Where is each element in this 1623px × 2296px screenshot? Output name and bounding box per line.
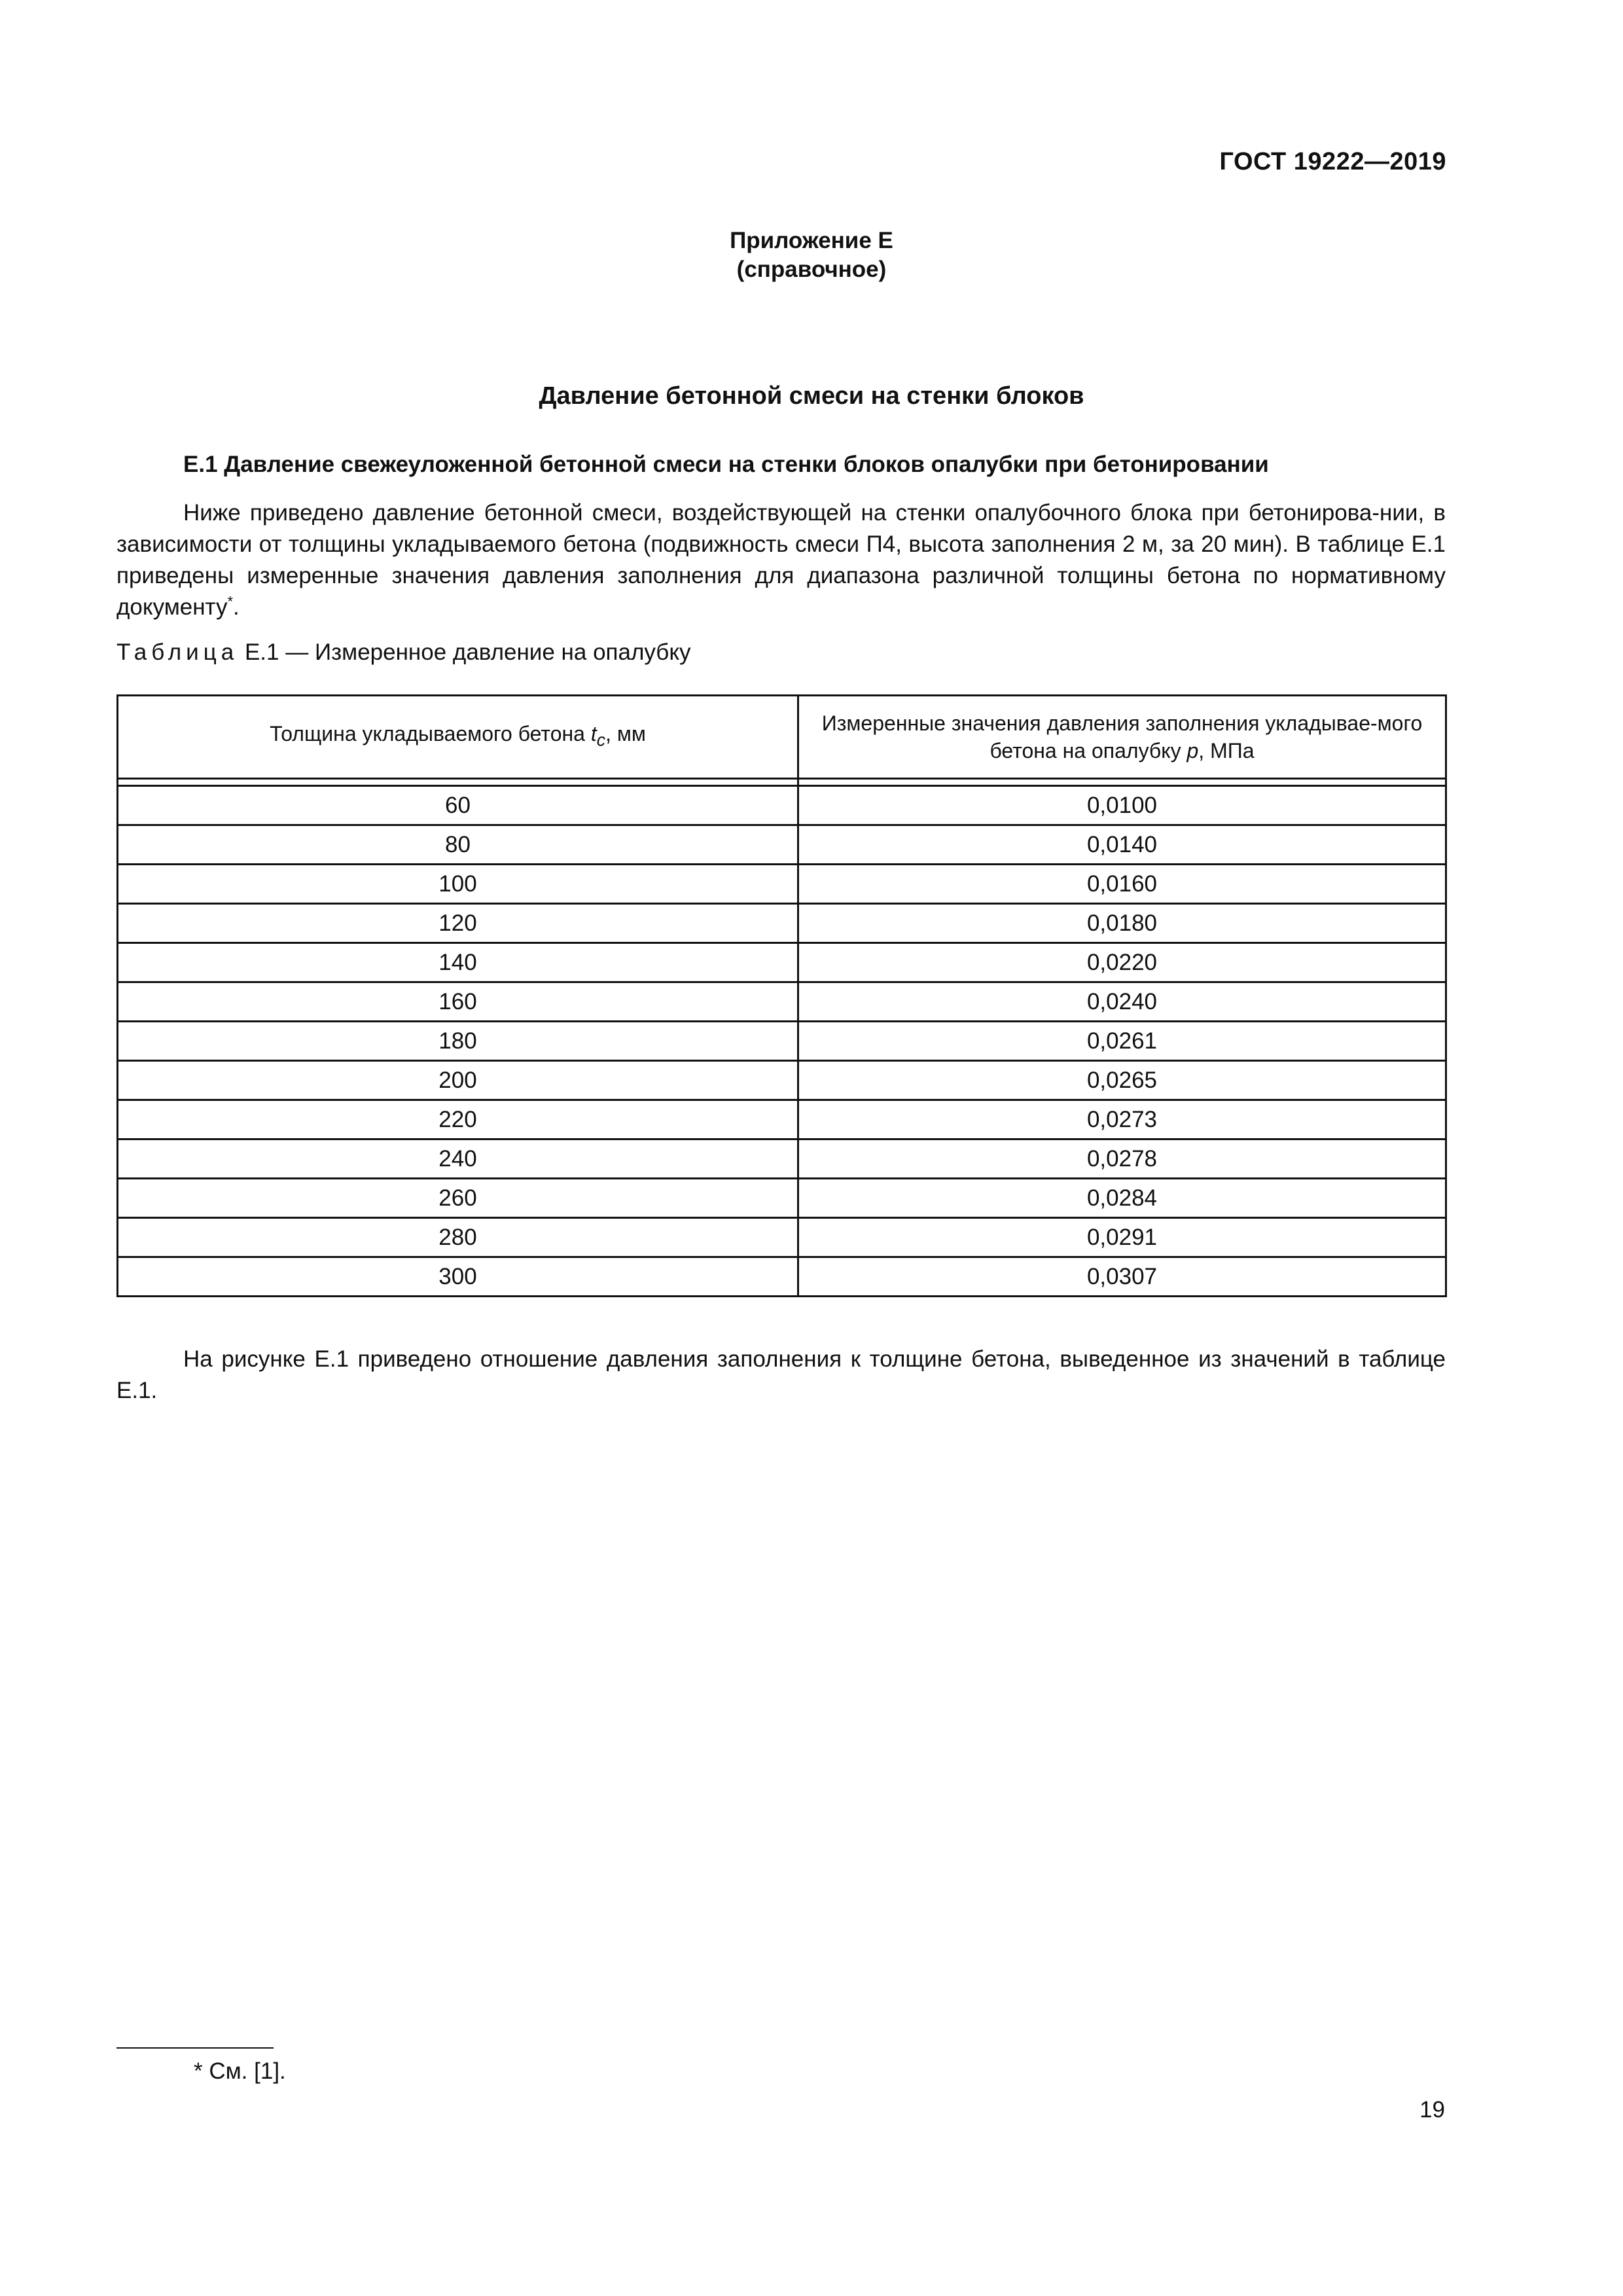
- cell-thickness: 140: [118, 943, 798, 982]
- cell-thickness: 300: [118, 1257, 798, 1297]
- table-row: [118, 1100, 1446, 1139]
- cell-pressure: 0,0100: [798, 786, 1446, 825]
- appendix-status: (справочное): [736, 257, 887, 282]
- cell-pressure: 0,0160: [798, 865, 1446, 904]
- cell-pressure: 0,0261: [798, 1022, 1446, 1061]
- table-row: [118, 1022, 1446, 1061]
- cell-pressure: 0,0180: [798, 904, 1446, 943]
- table-caption-text: Е.1 — Измеренное давление на опалубку: [238, 639, 691, 665]
- table-row: [118, 1061, 1446, 1100]
- cell-pressure: 0,0291: [798, 1218, 1446, 1257]
- cell-thickness: 160: [118, 982, 798, 1022]
- table-row: [118, 982, 1446, 1022]
- table-row: [118, 1139, 1446, 1179]
- appendix-title: Приложение Е: [730, 228, 893, 253]
- table-row: [118, 1257, 1446, 1297]
- cell-thickness: 260: [118, 1179, 798, 1218]
- header-thickness: Толщина укладываемого бетона $t_с$, мм: [118, 696, 798, 779]
- cell-pressure: 0,0284: [798, 1179, 1446, 1218]
- closing-paragraph-text: На рисунке Е.1 приведено отношение давления заполнения к толщине бетона, выведенное из значений в таблице Е.1.: [116, 1346, 1446, 1403]
- header-pressure: Измеренные значения давления заполнения укладывае-мого бетона на опалубку р, МПа: [798, 696, 1446, 779]
- pressure-table: [116, 694, 1447, 1297]
- table-row: [118, 865, 1446, 904]
- table-header-row: [118, 696, 1446, 779]
- page-number: 19: [1419, 2097, 1445, 2123]
- table-row: [118, 943, 1446, 982]
- cell-pressure: 0,0220: [798, 943, 1446, 982]
- cell-thickness: 180: [118, 1022, 798, 1061]
- table-double-rule: [118, 779, 1446, 786]
- table-row: [118, 904, 1446, 943]
- cell-thickness: 240: [118, 1139, 798, 1179]
- intro-paragraph-text: Ниже приведено давление бетонной смеси, воздействующей на стенки опалубочного блока при бетонирова-нии, в зависимости от толщины укладываемого бетона (подвижность смеси П4, высота заполнения 2 м, за 20 мин). В таблице Е.1 приведены измеренные значения давления заполнения для диапазона различной толщины бетона по нормативному документу: [116, 500, 1446, 620]
- symbol-p: р: [1186, 739, 1199, 762]
- appendix-heading: [0, 226, 1623, 284]
- table-caption: [116, 639, 691, 666]
- cell-pressure: 0,0273: [798, 1100, 1446, 1139]
- table-row: [118, 825, 1446, 865]
- footnote: * См. [1].: [194, 2058, 286, 2084]
- cell-pressure: 0,0240: [798, 982, 1446, 1022]
- subsection-heading: Е.1 Давление свежеуложенной бетонной смеси на стенки блоков опалубки при бетонировании: [183, 452, 1269, 477]
- closing-paragraph: [116, 1344, 1446, 1407]
- table-body: [118, 779, 1446, 1297]
- cell-thickness: 280: [118, 1218, 798, 1257]
- cell-thickness: 80: [118, 825, 798, 865]
- cell-thickness: 200: [118, 1061, 798, 1100]
- table-row: [118, 1179, 1446, 1218]
- symbol-t: t: [590, 722, 597, 746]
- table-row: [118, 1218, 1446, 1257]
- cell-pressure: 0,0307: [798, 1257, 1446, 1297]
- footnote-divider: [116, 2047, 274, 2049]
- document-code: ГОСТ 19222—2019: [1219, 148, 1446, 175]
- cell-pressure: 0,0278: [798, 1139, 1446, 1179]
- section-title: Давление бетонной смеси на стенки блоков: [539, 382, 1084, 410]
- table-row: [118, 786, 1446, 825]
- intro-paragraph-period: .: [233, 594, 240, 620]
- intro-paragraph: [116, 497, 1446, 623]
- symbol-t-subscript: с: [596, 730, 606, 750]
- cell-thickness: 100: [118, 865, 798, 904]
- cell-thickness: 60: [118, 786, 798, 825]
- cell-pressure: 0,0265: [798, 1061, 1446, 1100]
- table-caption-label: Таблица: [116, 639, 239, 665]
- footnote-reference: *: [227, 593, 234, 610]
- cell-thickness: 120: [118, 904, 798, 943]
- cell-pressure: 0,0140: [798, 825, 1446, 865]
- cell-thickness: 220: [118, 1100, 798, 1139]
